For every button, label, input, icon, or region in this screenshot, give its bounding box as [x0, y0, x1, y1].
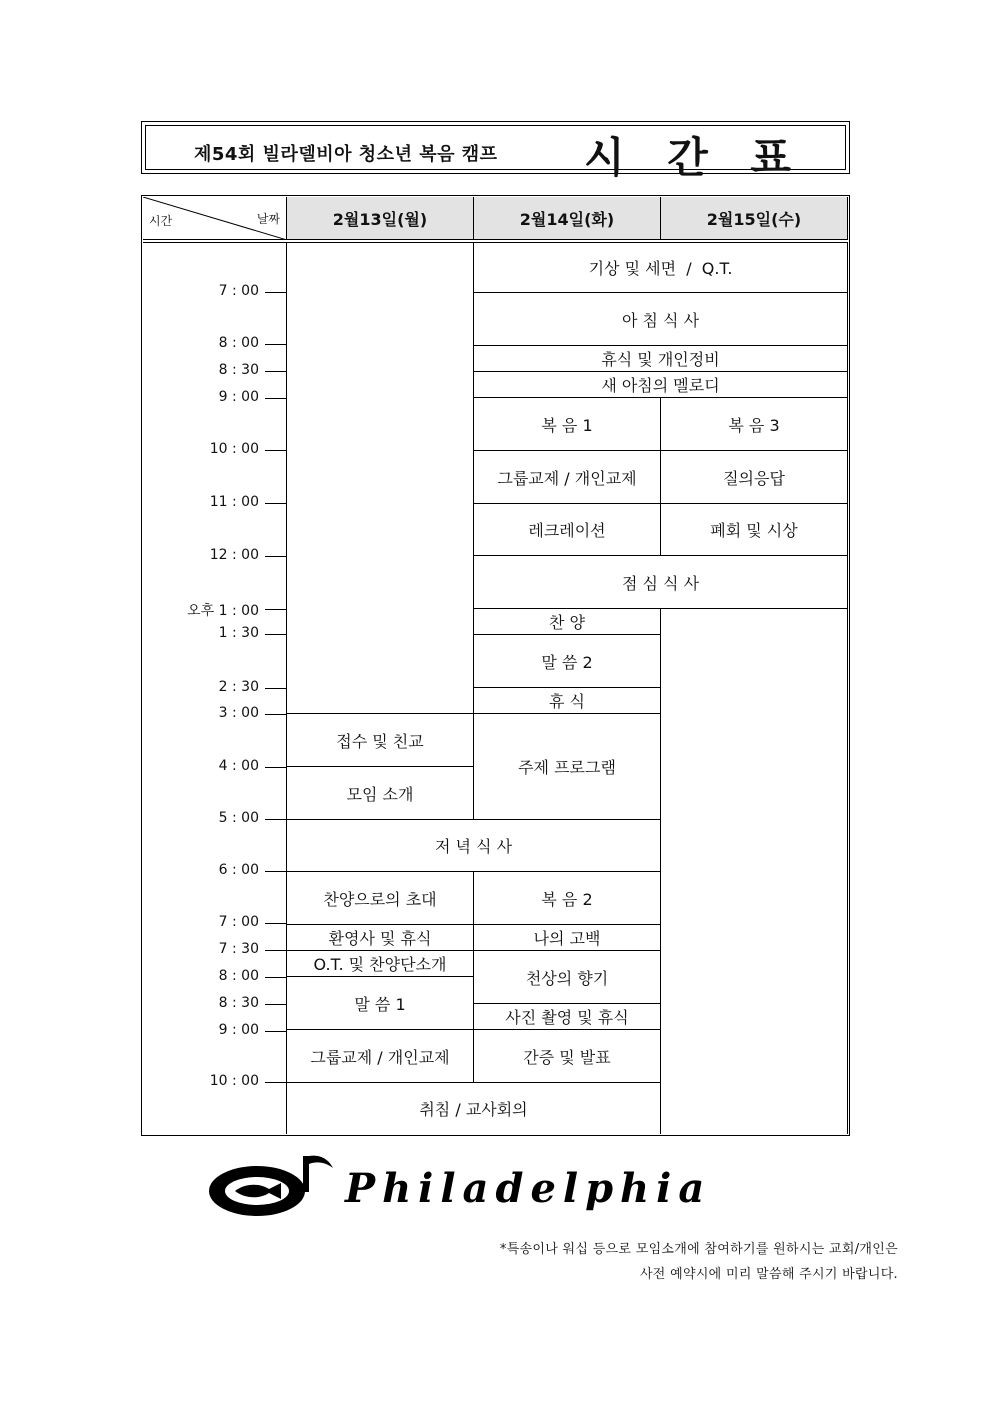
event-word2: 말 씀 2: [474, 635, 661, 688]
time-label: 7 : 00: [218, 283, 259, 299]
time-label: 3 : 00: [218, 705, 259, 721]
timetable: [143, 197, 848, 1134]
event-recreation: 레크레이션: [474, 504, 661, 556]
time-label: 오후 1 : 00: [187, 603, 259, 619]
music-note-logo-icon: [205, 1150, 795, 1220]
day-header-mon: 2월13일(월): [287, 197, 474, 240]
time-label: 9 : 00: [218, 1022, 259, 1038]
event-reception: 접수 및 친교: [287, 714, 474, 767]
event-rest-personal: 휴식 및 개인정비: [474, 346, 848, 372]
event-fragrance: 천상의 향기: [474, 951, 661, 1004]
event-gospel1: 복 음 1: [474, 398, 661, 451]
event-confession: 나의 고백: [474, 925, 661, 951]
event-breakfast: 아 침 식 사: [474, 293, 848, 346]
event-welcome: 환영사 및 휴식: [287, 925, 474, 951]
time-label: 12 : 00: [209, 547, 259, 563]
time-label: 5 : 00: [218, 810, 259, 826]
time-label: 8 : 30: [218, 362, 259, 378]
day-header-wed: 2월15일(수): [661, 197, 848, 240]
logo-text: Philadelphia: [345, 1165, 712, 1212]
event-theme-program: 주제 프로그램: [474, 714, 661, 820]
time-label: 4 : 00: [218, 758, 259, 774]
time-label: 2 : 30: [218, 679, 259, 695]
time-column: [143, 243, 287, 1134]
time-label: 8 : 00: [218, 335, 259, 351]
event-dinner: 저 녁 식 사: [287, 820, 661, 872]
time-label: 11 : 00: [209, 494, 259, 510]
event-photo: 사진 촬영 및 휴식: [474, 1004, 661, 1030]
event-rest: 휴 식: [474, 688, 661, 714]
event-group-fellowship-tue: 그룹교제 / 개인교제: [474, 451, 661, 504]
document-title: 시 간 표: [584, 133, 805, 182]
event-gospel2: 복 음 2: [474, 872, 661, 925]
event-word1: 말 씀 1: [287, 977, 474, 1030]
day-header-tue: 2월14일(화): [474, 197, 661, 240]
event-gospel3: 복 음 3: [661, 398, 848, 451]
time-label: 10 : 00: [209, 441, 259, 457]
event-ot: O.T. 및 찬양단소개: [287, 951, 474, 977]
time-label: 10 : 00: [209, 1073, 259, 1089]
empty-slot-wed-afternoon: [661, 609, 848, 1134]
empty-slot-mon-morning: [287, 243, 474, 714]
event-title: 제54회 빌라델비아 청소년 복음 캠프: [194, 144, 498, 165]
event-lunch: 점 심 식 사: [474, 556, 848, 609]
footer-note-line2: 사전 예약시에 미리 말씀해 주시기 바랍니다.: [639, 1267, 898, 1282]
time-label: 9 : 00: [218, 389, 259, 405]
footer-note-line1: *특송이나 워십 등으로 모임소개에 참여하기를 원하시는 교회/개인은: [499, 1242, 898, 1257]
time-label: 7 : 00: [218, 914, 259, 930]
time-label: 8 : 00: [218, 968, 259, 984]
time-label: 8 : 30: [218, 995, 259, 1011]
philadelphia-logo: [205, 1150, 795, 1220]
event-intro: 모임 소개: [287, 767, 474, 820]
title-inner-frame: [145, 125, 846, 182]
event-praise: 찬 양: [474, 609, 661, 635]
time-label: 7 : 30: [218, 941, 259, 957]
header-corner: [143, 197, 287, 240]
event-melody: 새 아침의 멜로디: [474, 372, 848, 398]
event-testimony: 간증 및 발표: [474, 1030, 661, 1083]
title-box: [141, 121, 850, 182]
event-group-fellowship-mon: 그룹교제 / 개인교제: [287, 1030, 474, 1083]
time-label: 1 : 30: [218, 625, 259, 641]
event-wake: 기상 및 세면 / Q.T.: [474, 243, 848, 293]
event-sleep: 취침 / 교사회의: [287, 1083, 661, 1134]
corner-date-label: 날짜: [256, 212, 280, 226]
event-invite-praise: 찬양으로의 초대: [287, 872, 474, 925]
event-closing: 폐회 및 시상: [661, 504, 848, 556]
corner-time-label: 시간: [149, 214, 173, 228]
time-label: 6 : 00: [218, 862, 259, 878]
event-qna: 질의응답: [661, 451, 848, 504]
